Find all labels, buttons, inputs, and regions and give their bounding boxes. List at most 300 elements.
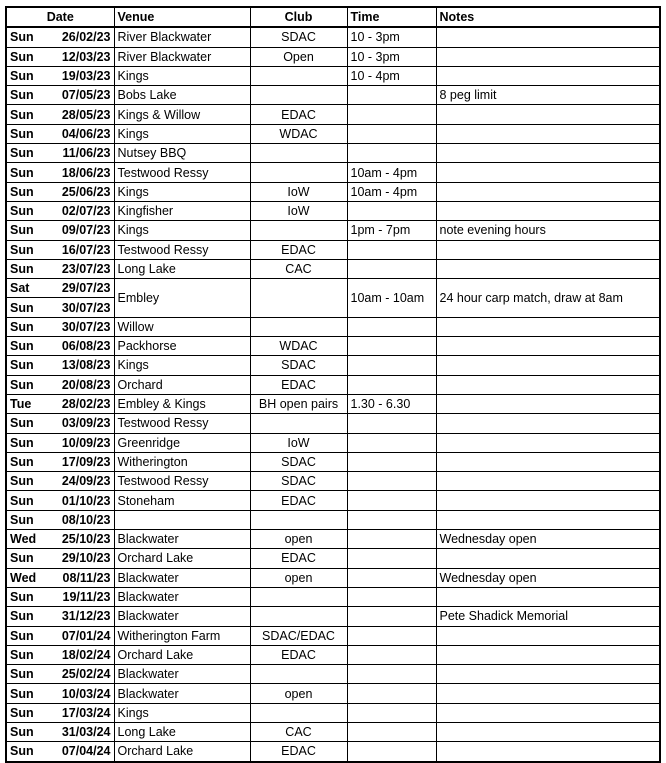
club-cell bbox=[250, 66, 347, 85]
day-of-week: Sun bbox=[10, 184, 34, 199]
date-cell bbox=[6, 607, 114, 626]
venue-cell: Kings bbox=[114, 356, 250, 375]
venue-cell: Kings bbox=[114, 221, 250, 240]
venue-cell: Orchard bbox=[114, 375, 250, 394]
time-cell bbox=[347, 317, 436, 336]
date-cell bbox=[6, 722, 114, 741]
fixture-date: 06/08/23 bbox=[61, 339, 111, 354]
fixture-date: 19/03/23 bbox=[61, 69, 111, 84]
notes-cell bbox=[436, 684, 660, 703]
day-of-week: Sun bbox=[10, 319, 34, 334]
notes-cell bbox=[436, 337, 660, 356]
fixture-date: 29/10/23 bbox=[61, 551, 111, 566]
club-cell bbox=[250, 317, 347, 336]
notes-cell bbox=[436, 722, 660, 741]
club-cell: EDAC bbox=[250, 491, 347, 510]
notes-cell bbox=[436, 626, 660, 645]
venue-cell: Kings bbox=[114, 124, 250, 143]
club-cell: EDAC bbox=[250, 549, 347, 568]
table-row bbox=[6, 510, 660, 529]
notes-cell bbox=[436, 356, 660, 375]
club-cell bbox=[250, 607, 347, 626]
table-row bbox=[6, 144, 660, 163]
table-row bbox=[6, 587, 660, 606]
time-cell: 10 - 3pm bbox=[347, 47, 436, 66]
time-cell bbox=[347, 240, 436, 259]
time-cell: 10am - 10am bbox=[347, 279, 436, 318]
venue-cell: Willow bbox=[114, 317, 250, 336]
time-cell bbox=[347, 259, 436, 278]
day-of-week: Wed bbox=[10, 532, 37, 547]
table-row bbox=[6, 375, 660, 394]
date-cell bbox=[6, 356, 114, 375]
time-cell bbox=[347, 414, 436, 433]
notes-cell bbox=[436, 66, 660, 85]
table-row bbox=[6, 47, 660, 66]
fixture-date: 18/02/24 bbox=[61, 647, 111, 662]
club-cell bbox=[250, 279, 347, 318]
fixture-date: 11/06/23 bbox=[62, 146, 111, 161]
fixture-date: 23/07/23 bbox=[61, 262, 111, 276]
time-cell bbox=[347, 703, 436, 722]
notes-cell bbox=[436, 124, 660, 143]
venue-cell: Nutsey BBQ bbox=[114, 144, 250, 163]
table-body bbox=[6, 27, 660, 761]
day-of-week: Sun bbox=[10, 126, 34, 141]
time-cell bbox=[347, 587, 436, 606]
day-of-week: Wed bbox=[10, 570, 37, 585]
notes-cell bbox=[436, 182, 660, 201]
time-cell: 10 - 4pm bbox=[347, 66, 436, 85]
fixture-date: 17/09/23 bbox=[61, 454, 111, 469]
club-cell: BH open pairs bbox=[250, 394, 347, 413]
table-row bbox=[6, 568, 660, 587]
club-cell bbox=[250, 587, 347, 606]
date-cell bbox=[6, 433, 114, 452]
time-cell bbox=[347, 510, 436, 529]
table-row bbox=[6, 703, 660, 722]
time-cell bbox=[347, 356, 436, 375]
venue-cell: Testwood Ressy bbox=[114, 472, 250, 491]
club-cell: CAC bbox=[250, 259, 347, 278]
fixture-date: 04/06/23 bbox=[61, 126, 111, 141]
notes-cell bbox=[436, 105, 660, 124]
time-cell: 1.30 - 6.30 bbox=[347, 394, 436, 413]
table-row bbox=[6, 433, 660, 452]
table-row bbox=[6, 452, 660, 471]
notes-cell bbox=[436, 201, 660, 220]
date-cell bbox=[6, 472, 114, 491]
date-cell bbox=[6, 259, 114, 278]
table-row bbox=[6, 626, 660, 645]
club-cell: WDAC bbox=[250, 337, 347, 356]
venue-cell: Kings bbox=[114, 703, 250, 722]
date-cell bbox=[6, 549, 114, 568]
notes-cell bbox=[436, 317, 660, 336]
fixture-date: 31/12/23 bbox=[61, 609, 111, 624]
date-cell bbox=[6, 491, 114, 510]
notes-cell bbox=[436, 240, 660, 259]
time-cell bbox=[347, 684, 436, 703]
club-cell: open bbox=[250, 530, 347, 549]
venue-cell: Testwood Ressy bbox=[114, 414, 250, 433]
table-row bbox=[6, 124, 660, 143]
day-of-week: Sun bbox=[10, 146, 34, 161]
table-row bbox=[6, 105, 660, 124]
notes-cell bbox=[436, 394, 660, 413]
venue-cell: Witherington Farm bbox=[114, 626, 250, 645]
club-cell: EDAC bbox=[250, 375, 347, 394]
table-row bbox=[6, 86, 660, 105]
club-cell: CAC bbox=[250, 722, 347, 741]
fixture-date: 28/02/23 bbox=[61, 397, 111, 412]
fixture-date: 16/07/23 bbox=[61, 242, 111, 257]
header-time: Time bbox=[347, 7, 436, 27]
club-cell: EDAC bbox=[250, 742, 347, 762]
venue-cell: River Blackwater bbox=[114, 47, 250, 66]
fixture-date: 20/08/23 bbox=[61, 377, 111, 392]
fixture-date: 07/04/24 bbox=[61, 744, 111, 759]
day-of-week: Sun bbox=[10, 165, 34, 180]
club-cell bbox=[250, 221, 347, 240]
fixture-date: 08/10/23 bbox=[61, 512, 111, 527]
day-of-week: Sun bbox=[10, 223, 34, 238]
table-row bbox=[6, 549, 660, 568]
date-cell bbox=[6, 530, 114, 549]
fixture-date: 28/05/23 bbox=[61, 107, 111, 122]
venue-cell: Orchard Lake bbox=[114, 742, 250, 762]
table-row bbox=[6, 182, 660, 201]
fixture-date: 08/11/23 bbox=[62, 570, 111, 585]
club-cell: IoW bbox=[250, 433, 347, 452]
date-cell bbox=[6, 317, 114, 336]
day-of-week: Sun bbox=[10, 204, 34, 219]
notes-cell: Wednesday open bbox=[436, 568, 660, 587]
time-cell bbox=[347, 472, 436, 491]
table-row bbox=[6, 530, 660, 549]
table-row bbox=[6, 279, 660, 298]
day-of-week: Sun bbox=[10, 454, 34, 469]
time-cell bbox=[347, 626, 436, 645]
fixture-date: 10/03/24 bbox=[61, 686, 111, 701]
day-of-week: Sun bbox=[10, 69, 34, 84]
venue-cell: Witherington bbox=[114, 452, 250, 471]
table-row bbox=[6, 27, 660, 47]
club-cell: SDAC/EDAC bbox=[250, 626, 347, 645]
date-cell bbox=[6, 105, 114, 124]
date-cell bbox=[6, 47, 114, 66]
time-cell bbox=[347, 144, 436, 163]
day-of-week: Sun bbox=[10, 242, 34, 257]
time-cell bbox=[347, 722, 436, 741]
table-row bbox=[6, 414, 660, 433]
day-of-week: Sun bbox=[10, 435, 34, 450]
time-cell bbox=[347, 530, 436, 549]
fixture-date: 25/10/23 bbox=[61, 532, 111, 547]
fixture-date: 30/07/23 bbox=[61, 300, 111, 315]
time-cell bbox=[347, 549, 436, 568]
date-cell bbox=[6, 240, 114, 259]
day-of-week: Sun bbox=[10, 300, 34, 315]
venue-cell: Testwood Ressy bbox=[114, 163, 250, 182]
day-of-week: Sun bbox=[10, 512, 34, 527]
table-row bbox=[6, 66, 660, 85]
table-row bbox=[6, 317, 660, 336]
venue-cell: Kings bbox=[114, 66, 250, 85]
notes-cell bbox=[436, 587, 660, 606]
day-of-week: Sun bbox=[10, 377, 34, 392]
fixture-date: 29/07/23 bbox=[61, 281, 111, 296]
notes-cell bbox=[436, 433, 660, 452]
header-notes: Notes bbox=[436, 7, 660, 27]
day-of-week: Sun bbox=[10, 358, 34, 373]
time-cell bbox=[347, 607, 436, 626]
day-of-week: Sun bbox=[10, 339, 34, 354]
notes-cell bbox=[436, 645, 660, 664]
header-venue: Venue bbox=[114, 7, 250, 27]
fixture-date: 07/01/24 bbox=[61, 628, 111, 643]
club-cell bbox=[250, 86, 347, 105]
date-cell bbox=[6, 703, 114, 722]
time-cell bbox=[347, 337, 436, 356]
table-row bbox=[6, 163, 660, 182]
fixture-date: 30/07/23 bbox=[61, 319, 111, 334]
notes-cell: Pete Shadick Memorial bbox=[436, 607, 660, 626]
notes-cell bbox=[436, 27, 660, 47]
fixture-date: 09/07/23 bbox=[61, 223, 111, 238]
date-cell bbox=[6, 86, 114, 105]
fixture-date: 24/09/23 bbox=[61, 474, 111, 489]
time-cell bbox=[347, 452, 436, 471]
date-cell bbox=[6, 27, 114, 47]
notes-cell bbox=[436, 665, 660, 684]
fixture-date: 26/02/23 bbox=[61, 30, 111, 45]
time-cell bbox=[347, 665, 436, 684]
table-row bbox=[6, 259, 660, 278]
day-of-week: Sun bbox=[10, 107, 34, 122]
date-cell bbox=[6, 163, 114, 182]
date-cell bbox=[6, 66, 114, 85]
fixture-date: 10/09/23 bbox=[61, 435, 111, 450]
date-cell bbox=[6, 298, 114, 317]
venue-cell: Long Lake bbox=[114, 722, 250, 741]
notes-cell bbox=[436, 259, 660, 278]
venue-cell: Orchard Lake bbox=[114, 645, 250, 664]
notes-cell bbox=[436, 549, 660, 568]
time-cell: 10am - 4pm bbox=[347, 163, 436, 182]
notes-cell bbox=[436, 452, 660, 471]
date-cell bbox=[6, 201, 114, 220]
venue-cell: Kings bbox=[114, 182, 250, 201]
date-cell bbox=[6, 394, 114, 413]
date-cell bbox=[6, 414, 114, 433]
fixture-date: 17/03/24 bbox=[61, 705, 111, 720]
day-of-week: Sun bbox=[10, 88, 34, 103]
table-row bbox=[6, 607, 660, 626]
day-of-week: Tue bbox=[10, 397, 32, 412]
header-club: Club bbox=[250, 7, 347, 27]
day-of-week: Sun bbox=[10, 493, 34, 508]
day-of-week: Sun bbox=[10, 725, 34, 740]
venue-cell: Kings & Willow bbox=[114, 105, 250, 124]
club-cell: Open bbox=[250, 47, 347, 66]
fixture-date: 19/11/23 bbox=[62, 590, 111, 605]
table-row bbox=[6, 472, 660, 491]
time-cell: 10 - 3pm bbox=[347, 27, 436, 47]
club-cell: IoW bbox=[250, 201, 347, 220]
day-of-week: Sun bbox=[10, 667, 34, 682]
club-cell bbox=[250, 144, 347, 163]
day-of-week: Sun bbox=[10, 590, 34, 605]
time-cell bbox=[347, 568, 436, 587]
venue-cell: Blackwater bbox=[114, 607, 250, 626]
date-cell bbox=[6, 684, 114, 703]
notes-cell bbox=[436, 163, 660, 182]
venue-cell: Embley bbox=[114, 279, 250, 318]
table-row bbox=[6, 221, 660, 240]
day-of-week: Sun bbox=[10, 262, 34, 276]
notes-cell: 24 hour carp match, draw at 8am bbox=[436, 279, 660, 318]
time-cell bbox=[347, 375, 436, 394]
day-of-week: Sun bbox=[10, 551, 34, 566]
venue-cell: Testwood Ressy bbox=[114, 240, 250, 259]
venue-cell: Packhorse bbox=[114, 337, 250, 356]
table-header bbox=[6, 7, 660, 27]
venue-cell: Blackwater bbox=[114, 665, 250, 684]
day-of-week: Sun bbox=[10, 647, 34, 662]
date-cell bbox=[6, 337, 114, 356]
club-cell: open bbox=[250, 684, 347, 703]
table-row bbox=[6, 491, 660, 510]
table-row bbox=[6, 240, 660, 259]
fixture-date: 25/02/24 bbox=[61, 667, 111, 682]
notes-cell bbox=[436, 375, 660, 394]
venue-cell: Orchard Lake bbox=[114, 549, 250, 568]
time-cell: 1pm - 7pm bbox=[347, 221, 436, 240]
date-cell bbox=[6, 279, 114, 298]
venue-cell: Greenridge bbox=[114, 433, 250, 452]
club-cell: EDAC bbox=[250, 240, 347, 259]
notes-cell bbox=[436, 491, 660, 510]
day-of-week: Sun bbox=[10, 416, 34, 431]
notes-cell bbox=[436, 144, 660, 163]
date-cell bbox=[6, 124, 114, 143]
venue-cell: Blackwater bbox=[114, 587, 250, 606]
day-of-week: Sun bbox=[10, 49, 34, 64]
date-cell bbox=[6, 510, 114, 529]
club-cell: WDAC bbox=[250, 124, 347, 143]
club-cell bbox=[250, 510, 347, 529]
club-cell bbox=[250, 414, 347, 433]
venue-cell: Blackwater bbox=[114, 530, 250, 549]
day-of-week: Sun bbox=[10, 474, 34, 489]
club-cell bbox=[250, 703, 347, 722]
day-of-week: Sun bbox=[10, 30, 34, 45]
fixtures-table bbox=[5, 6, 661, 763]
fixture-date: 12/03/23 bbox=[61, 49, 111, 64]
club-cell: SDAC bbox=[250, 27, 347, 47]
notes-cell bbox=[436, 703, 660, 722]
venue-cell: Blackwater bbox=[114, 568, 250, 587]
club-cell bbox=[250, 163, 347, 182]
fixture-date: 13/08/23 bbox=[61, 358, 111, 373]
header-date: Date bbox=[6, 7, 114, 27]
notes-cell bbox=[436, 47, 660, 66]
club-cell: SDAC bbox=[250, 472, 347, 491]
day-of-week: Sat bbox=[10, 281, 30, 296]
notes-cell: note evening hours bbox=[436, 221, 660, 240]
table-row bbox=[6, 722, 660, 741]
table-row bbox=[6, 201, 660, 220]
time-cell bbox=[347, 491, 436, 510]
date-cell bbox=[6, 221, 114, 240]
venue-cell: Kingfisher bbox=[114, 201, 250, 220]
date-cell bbox=[6, 587, 114, 606]
notes-cell: Wednesday open bbox=[436, 530, 660, 549]
fixture-date: 07/05/23 bbox=[61, 88, 111, 103]
date-cell bbox=[6, 645, 114, 664]
date-cell bbox=[6, 568, 114, 587]
notes-cell bbox=[436, 414, 660, 433]
table-row bbox=[6, 356, 660, 375]
table-row bbox=[6, 665, 660, 684]
date-cell bbox=[6, 182, 114, 201]
venue-cell: River Blackwater bbox=[114, 27, 250, 47]
day-of-week: Sun bbox=[10, 686, 34, 701]
table-row bbox=[6, 337, 660, 356]
fixture-date: 02/07/23 bbox=[61, 204, 111, 219]
date-cell bbox=[6, 375, 114, 394]
time-cell bbox=[347, 86, 436, 105]
fixture-date: 25/06/23 bbox=[61, 184, 111, 199]
club-cell: EDAC bbox=[250, 645, 347, 664]
table-row bbox=[6, 684, 660, 703]
fixture-date: 03/09/23 bbox=[61, 416, 111, 431]
header-row bbox=[6, 7, 660, 27]
date-cell bbox=[6, 452, 114, 471]
time-cell bbox=[347, 645, 436, 664]
date-cell bbox=[6, 665, 114, 684]
day-of-week: Sun bbox=[10, 744, 34, 759]
table-row bbox=[6, 394, 660, 413]
date-cell bbox=[6, 144, 114, 163]
fixture-date: 31/03/24 bbox=[61, 725, 111, 740]
day-of-week: Sun bbox=[10, 705, 34, 720]
table-row bbox=[6, 645, 660, 664]
time-cell: 10am - 4pm bbox=[347, 182, 436, 201]
venue-cell bbox=[114, 510, 250, 529]
time-cell bbox=[347, 201, 436, 220]
notes-cell bbox=[436, 472, 660, 491]
fixture-date: 01/10/23 bbox=[61, 493, 111, 508]
time-cell bbox=[347, 105, 436, 124]
club-cell: open bbox=[250, 568, 347, 587]
date-cell bbox=[6, 626, 114, 645]
notes-cell: 8 peg limit bbox=[436, 86, 660, 105]
club-cell: EDAC bbox=[250, 105, 347, 124]
venue-cell: Embley & Kings bbox=[114, 394, 250, 413]
venue-cell: Long Lake bbox=[114, 259, 250, 278]
notes-cell bbox=[436, 510, 660, 529]
time-cell bbox=[347, 124, 436, 143]
club-cell: SDAC bbox=[250, 452, 347, 471]
day-of-week: Sun bbox=[10, 609, 34, 624]
venue-cell: Stoneham bbox=[114, 491, 250, 510]
venue-cell: Bobs Lake bbox=[114, 86, 250, 105]
fixture-date: 18/06/23 bbox=[61, 165, 111, 180]
club-cell bbox=[250, 665, 347, 684]
day-of-week: Sun bbox=[10, 628, 34, 643]
